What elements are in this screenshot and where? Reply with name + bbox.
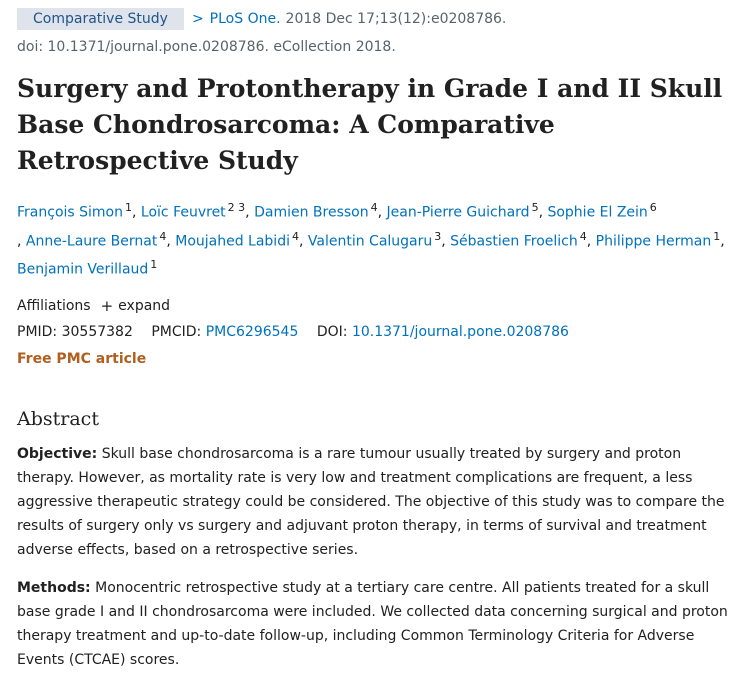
author-link[interactable]: Sébastien Froelich: [450, 233, 578, 250]
doi-line: doi: 10.1371/journal.pone.0208786. eCollection 2018.: [17, 39, 396, 55]
citation-row: [17, 8, 728, 30]
affiliation-ref[interactable]: 6: [649, 201, 657, 214]
affiliation-ref[interactable]: 2 3: [227, 201, 246, 214]
plus-icon[interactable]: +: [100, 296, 114, 315]
author-link[interactable]: Loïc Feuvret: [140, 204, 226, 221]
author-link[interactable]: Valentin Calugaru: [307, 233, 433, 250]
pmcid-link[interactable]: PMC6296545: [205, 323, 299, 340]
affiliations-expand-toggle[interactable]: expand: [118, 297, 171, 314]
affiliation-ref[interactable]: 3: [434, 229, 442, 243]
identifiers-row: [17, 322, 728, 342]
journal-link[interactable]: PLoS One.: [209, 11, 281, 27]
abstract-objective: [17, 442, 733, 562]
author-link[interactable]: Damien Bresson: [254, 204, 369, 221]
affiliation-ref[interactable]: 5: [531, 201, 539, 214]
affiliations-label: Affiliations: [17, 297, 91, 314]
free-pmc-article-label: Free PMC article: [17, 350, 147, 367]
methods-text: Monocentric retrospective study at a tertiary care centre. All patients treated for a skull base grade I and II chondrosarcoma were included. We collected data concerning surgical and proton therapy treatment and up-to-date follow-up, including Common Terminology Criteria for Adverse Events (CTCAE) scores.: [17, 579, 728, 668]
methods-label: Methods:: [17, 579, 91, 596]
affiliation-ref[interactable]: 1: [125, 201, 132, 214]
affiliation-ref[interactable]: 4: [579, 229, 587, 243]
publication-type-badge: Comparative Study: [17, 8, 184, 30]
author-link[interactable]: Benjamin Verillaud: [17, 261, 149, 278]
doi-link[interactable]: 10.1371/journal.pone.0208786: [351, 323, 569, 340]
abstract-heading: Abstract: [17, 407, 99, 430]
abstract-methods: [17, 576, 733, 672]
pmid-label: PMID:: [17, 323, 58, 340]
author-link[interactable]: Jean-Pierre Guichard: [386, 204, 530, 221]
affiliation-ref[interactable]: 4: [291, 229, 299, 243]
author-link[interactable]: Anne-Laure Bernat: [25, 233, 158, 250]
affiliation-ref[interactable]: 4: [370, 201, 378, 214]
pmcid-label: PMCID:: [151, 323, 202, 340]
pmid-value: 30557382: [61, 323, 133, 340]
objective-label: Objective:: [17, 445, 98, 462]
author-link[interactable]: Philippe Herman: [595, 233, 712, 250]
affiliation-ref[interactable]: 4: [159, 229, 167, 243]
author-link[interactable]: Sophie El Zein: [547, 204, 648, 221]
author-list: François Simon $^1$, Loïc Feuvret $^{2 3}$, Damien Bresson $^4$, Jean-Pierre Guichard $^5$, Sophie El Zein $^6$ , Anne-Laure Bernat $^4$, Moujahed Labidi $^4$, Valentin Calugaru $^3$, Sébastien Froelich $^4$, Philippe Herman $^1$, Benjamin Verillaud $^1$: [17, 201, 725, 278]
affiliations-row: [17, 296, 728, 316]
article-title: Surgery and Protontherapy in Grade I and II Skull Base Chondrosarcoma: A Comparative Retrospective Study: [17, 74, 723, 175]
affiliation-ref[interactable]: 1: [713, 229, 721, 243]
author-link[interactable]: Moujahed Labidi: [175, 233, 290, 250]
citation-text: 2018 Dec 17;13(12):e0208786.: [285, 11, 507, 27]
objective-text: Skull base chondrosarcoma is a rare tumour usually treated by surgery and proton therapy. However, as mortality rate is very low and treatment complications are frequent, a less aggressive therapeutic strategy could be considered. The objective of this study was to compare the results of surgery only vs surgery and adjuvant proton therapy, in terms of survival and treatment adverse effects, based on a retrospective series.: [17, 445, 725, 558]
doi-label: DOI:: [316, 323, 348, 340]
author-link[interactable]: François Simon: [17, 204, 123, 221]
affiliation-ref[interactable]: 1: [150, 258, 158, 272]
chevron-right-icon: >: [191, 11, 204, 27]
